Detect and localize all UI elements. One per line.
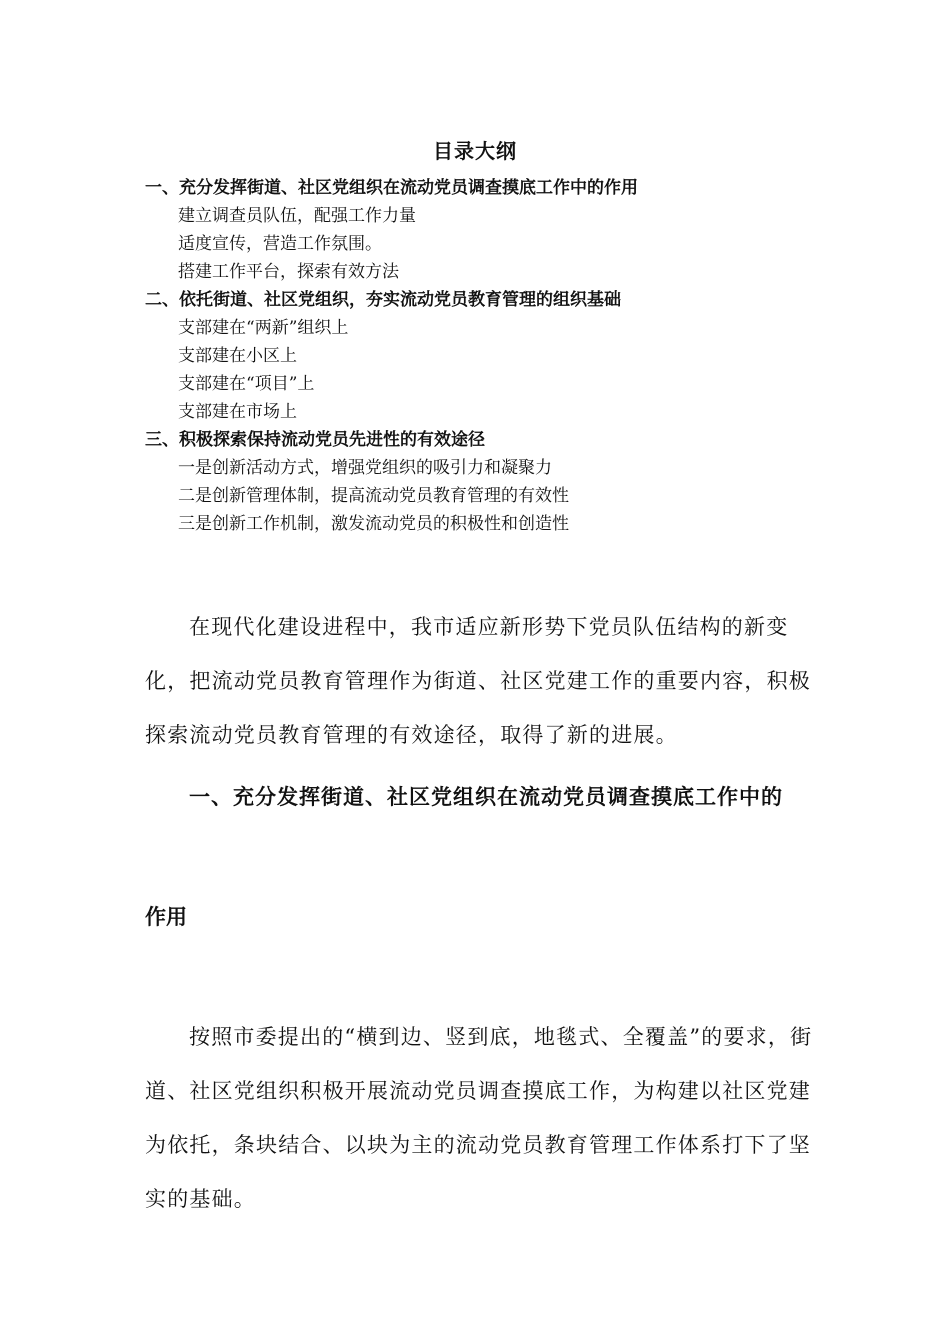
toc-item: 支部建在“项目”上 <box>178 374 315 394</box>
toc-list <box>145 174 845 538</box>
toc-section-2: 二、依托街道、社区党组织，夯实流动党员教育管理的组织基础 <box>145 290 621 310</box>
section-heading-1-continued: 作用 <box>145 904 187 929</box>
toc-item: 一是创新活动方式，增强党组织的吸引力和凝聚力 <box>178 458 552 478</box>
toc-title: 目录大纲 <box>433 139 517 163</box>
toc-item: 支部建在市场上 <box>178 402 297 422</box>
toc-section-1: 一、充分发挥街道、社区党组织在流动党员调查摸底工作中的作用 <box>145 178 638 198</box>
toc-item: 支部建在小区上 <box>178 346 297 366</box>
toc-item: 搭建工作平台，探索有效方法 <box>178 262 399 282</box>
section-1-paragraph: 按照市委提出的“横到边、竖到底，地毯式、全覆盖”的要求，街道、社区党组织积极开展流动党员调查摸底工作，为构建以社区党建为依托，条块结合、以块为主的流动党员教育管理工作体系打下了坚实的基础。 <box>145 1025 813 1211</box>
toc-item: 三是创新工作机制，激发流动党员的积极性和创造性 <box>178 514 569 534</box>
toc-item: 建立调查员队伍，配强工作力量 <box>178 206 416 226</box>
intro-paragraph: 在现代化建设进程中，我市适应新形势下党员队伍结构的新变化，把流动党员教育管理作为街道、社区党建工作的重要内容，积极探索流动党员教育管理的有效途径，取得了新的进展。 <box>145 615 811 747</box>
toc-item: 二是创新管理体制，提高流动党员教育管理的有效性 <box>178 486 569 506</box>
toc-item: 适度宣传，营造工作氛围。 <box>178 234 382 254</box>
toc-item: 支部建在“两新”组织上 <box>178 318 349 338</box>
section-heading-1: 一、充分发挥街道、社区党组织在流动党员调查摸底工作中的 <box>189 784 783 809</box>
toc-section-3: 三、积极探索保持流动党员先进性的有效途径 <box>145 430 485 450</box>
